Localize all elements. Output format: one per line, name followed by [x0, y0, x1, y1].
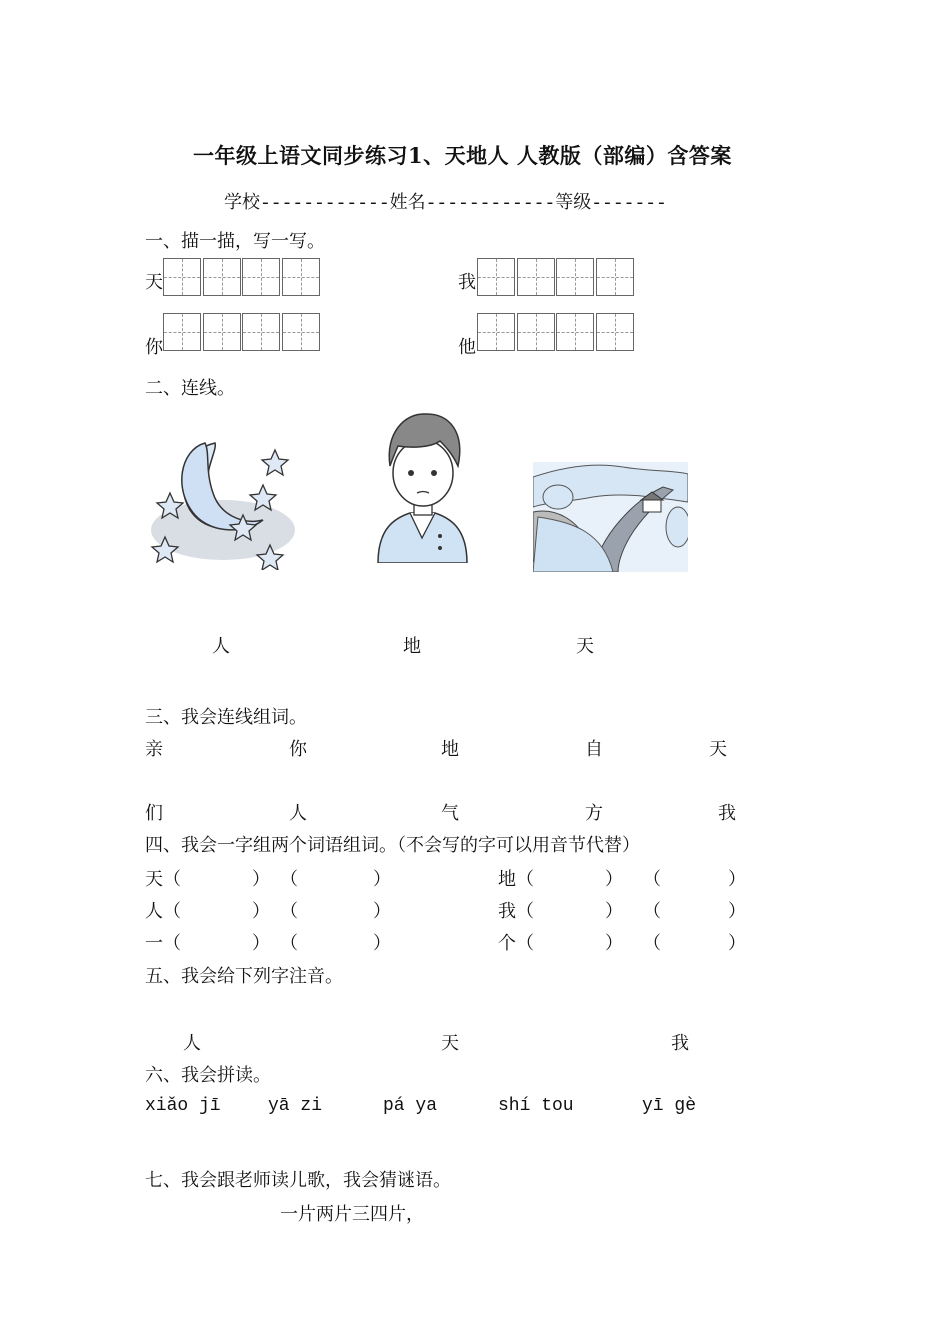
grid-cell[interactable] — [163, 258, 201, 296]
school-blank[interactable]: ------------ — [260, 194, 390, 214]
grid-cell[interactable] — [477, 313, 515, 351]
grid-cell[interactable] — [556, 258, 594, 296]
moon-stars-picture[interactable] — [145, 435, 300, 570]
writing-grid-ta[interactable] — [477, 313, 635, 351]
grid-cell[interactable] — [596, 258, 634, 296]
word-char[interactable]: 气 — [441, 803, 459, 824]
trace-char-wo: 我 — [458, 272, 476, 293]
paren-open: （ — [163, 901, 181, 922]
pinyin-target-char: 天 — [441, 1033, 459, 1054]
compose-char: 一 — [145, 933, 163, 954]
paren-close: ） — [252, 933, 270, 954]
paren-open: （ — [643, 933, 661, 954]
section-1-heading: 一、描一描，写一写。 — [145, 231, 325, 252]
pinyin-item: yī gè — [642, 1096, 697, 1116]
word-char[interactable]: 我 — [718, 803, 736, 824]
grid-cell[interactable] — [242, 313, 280, 351]
pinyin-target-char: 我 — [671, 1033, 689, 1054]
pinyin-item: pá ya — [383, 1096, 438, 1116]
pinyin-item: yā zi — [268, 1096, 323, 1116]
grid-cell[interactable] — [203, 313, 241, 351]
paren-open: （ — [516, 933, 534, 954]
pinyin-item: shí tou — [498, 1096, 574, 1116]
writing-grid-tian[interactable] — [163, 258, 321, 296]
grade-blank[interactable]: ------- — [591, 194, 667, 214]
tree-icon — [666, 507, 688, 547]
grid-cell[interactable] — [517, 313, 555, 351]
paren-close: ） — [252, 869, 270, 890]
paren-open: （ — [163, 869, 181, 890]
section-5-heading: 五、我会给下列字注音。 — [145, 966, 343, 987]
boy-picture[interactable] — [370, 408, 475, 563]
paren-open: （ — [516, 901, 534, 922]
rhyme-line: 一片两片三四片， — [280, 1204, 424, 1225]
paren-close: ） — [373, 869, 391, 890]
match-label-ren[interactable]: 人 — [212, 636, 230, 657]
paren-close: ） — [373, 933, 391, 954]
paren-open: （ — [643, 869, 661, 890]
section-4-heading: 四、我会一字组两个词语组词。（不会写的字可以用音节代替） — [145, 835, 640, 856]
pinyin-item: xiǎo jī — [145, 1096, 221, 1116]
word-char[interactable]: 自 — [585, 739, 603, 760]
landscape-picture[interactable] — [533, 462, 688, 572]
name-blank[interactable]: ------------ — [425, 194, 556, 214]
grid-cell[interactable] — [477, 258, 515, 296]
page-title: 一年级上语文同步练习1、天地人 人教版（部编）含答案 — [193, 143, 732, 168]
section-2-heading: 二、连线。 — [145, 378, 235, 399]
paren-close: ） — [252, 901, 270, 922]
grid-cell[interactable] — [282, 258, 320, 296]
school-label: 学校 — [224, 194, 260, 214]
word-char[interactable]: 天 — [709, 739, 727, 760]
compose-char: 天 — [145, 869, 163, 890]
compose-char: 我 — [498, 901, 516, 922]
paren-close: ） — [605, 869, 623, 890]
eye-icon — [431, 470, 437, 476]
grid-cell[interactable] — [596, 313, 634, 351]
paren-open: （ — [280, 933, 298, 954]
tree-icon — [543, 485, 573, 509]
word-char[interactable]: 方 — [585, 803, 603, 824]
paren-close: ） — [728, 869, 746, 890]
grid-cell[interactable] — [517, 258, 555, 296]
section-7-heading: 七、我会跟老师读儿歌，我会猜谜语。 — [145, 1170, 451, 1191]
eye-icon — [408, 470, 414, 476]
writing-grid-wo[interactable] — [477, 258, 635, 296]
grid-cell[interactable] — [242, 258, 280, 296]
paren-open: （ — [643, 901, 661, 922]
trace-char-ni: 你 — [145, 337, 163, 358]
pinyin-target-char: 人 — [183, 1033, 201, 1054]
name-label: 姓名 — [389, 194, 426, 214]
grid-cell[interactable] — [163, 313, 201, 351]
paren-close: ） — [728, 933, 746, 954]
paren-close: ） — [728, 901, 746, 922]
button-dot — [438, 546, 442, 550]
paren-close: ） — [605, 933, 623, 954]
word-char[interactable]: 你 — [289, 739, 307, 760]
paren-open: （ — [280, 901, 298, 922]
compose-char: 地 — [498, 869, 516, 890]
word-char[interactable]: 们 — [145, 803, 163, 824]
word-char[interactable]: 亲 — [145, 739, 163, 760]
grid-cell[interactable] — [556, 313, 594, 351]
compose-char: 个 — [498, 933, 516, 954]
paren-open: （ — [163, 933, 181, 954]
section-3-heading: 三、我会连线组词。 — [145, 707, 307, 728]
house-icon — [643, 500, 661, 512]
section-6-heading: 六、我会拼读。 — [145, 1065, 271, 1086]
star-icon — [262, 450, 288, 475]
grid-cell[interactable] — [203, 258, 241, 296]
word-char[interactable]: 地 — [441, 739, 459, 760]
trace-char-tian: 天 — [145, 272, 163, 293]
paren-close: ） — [373, 901, 391, 922]
header-line — [224, 188, 667, 214]
button-dot — [438, 534, 442, 538]
trace-char-ta: 他 — [458, 337, 476, 358]
match-label-tian[interactable]: 天 — [576, 636, 594, 657]
compose-char: 人 — [145, 901, 163, 922]
face-shape — [393, 440, 453, 506]
match-label-di[interactable]: 地 — [403, 636, 421, 657]
paren-close: ） — [605, 901, 623, 922]
grid-cell[interactable] — [282, 313, 320, 351]
paren-open: （ — [516, 869, 534, 890]
writing-grid-ni[interactable] — [163, 313, 321, 351]
paren-open: （ — [280, 869, 298, 890]
word-char[interactable]: 人 — [289, 803, 307, 824]
grade-label: 等级 — [555, 194, 592, 214]
